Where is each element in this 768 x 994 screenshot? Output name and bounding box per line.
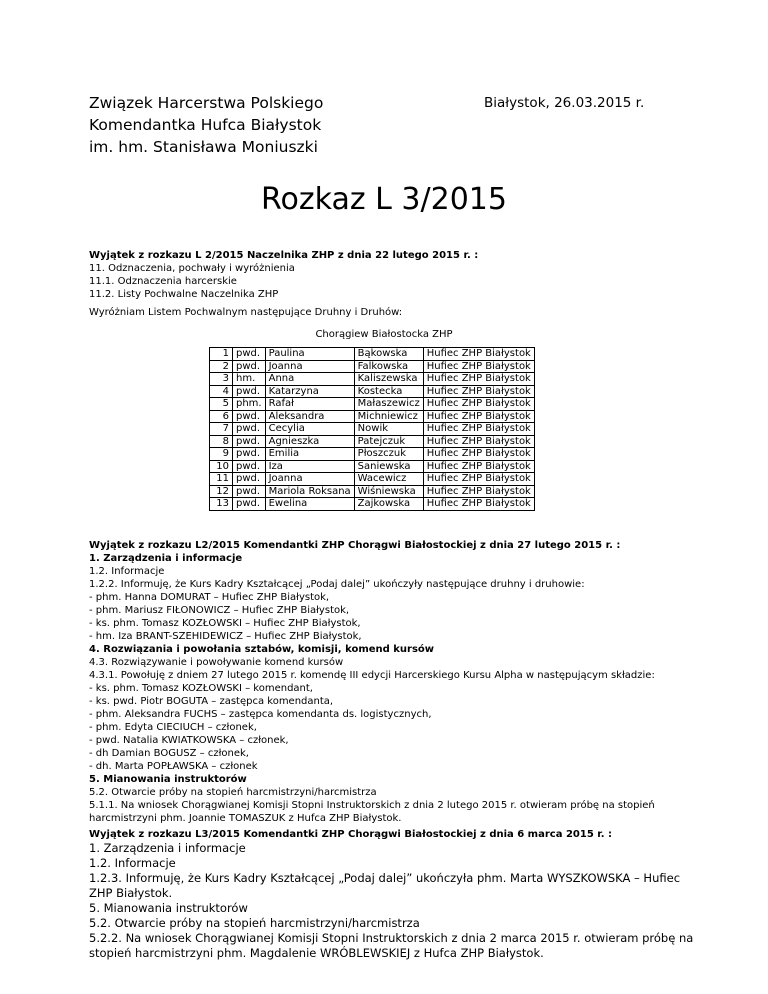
section-2-line: - dh Damian BOGUSZ – członek, bbox=[89, 748, 249, 759]
section-3-subheading: 1. Zarządzenia i informacje bbox=[89, 841, 246, 855]
last-name: Zajkowska bbox=[354, 498, 423, 511]
unit: Hufiec ZHP Białystok bbox=[423, 498, 534, 511]
section-1-heading: Wyjątek z rozkazu L 2/2015 Naczelnika ZHP z dnia 22 lutego 2015 r. : bbox=[89, 250, 479, 261]
table-row bbox=[210, 398, 535, 411]
rank: pwd. bbox=[233, 410, 266, 423]
section-2-subheading: 1. Zarządzenia i informacje bbox=[89, 553, 243, 564]
rank: pwd. bbox=[233, 448, 266, 461]
org-unit: Komendantka Hufca Białystok bbox=[89, 116, 322, 134]
section-2-line: - ks. phm. Tomasz KOZŁOWSKI – komendant, bbox=[89, 683, 313, 694]
row-number: 10 bbox=[210, 460, 233, 473]
last-name: Kostecka bbox=[354, 385, 423, 398]
first-name: Rafał bbox=[265, 398, 354, 411]
table-caption: Chorągiew Białostocka ZHP bbox=[315, 329, 453, 340]
section-1-line: 11.2. Listy Pochwalne Naczelnika ZHP bbox=[89, 289, 279, 300]
page-title: Rozkaz L 3/2015 bbox=[261, 182, 507, 217]
unit: Hufiec ZHP Białystok bbox=[423, 348, 534, 361]
table-row bbox=[210, 435, 535, 448]
first-name: Joanna bbox=[265, 360, 354, 373]
section-2-line: - pwd. Natalia KWIATKOWSKA – członek, bbox=[89, 735, 289, 746]
table-row bbox=[210, 410, 535, 423]
last-name: Płoszczuk bbox=[354, 448, 423, 461]
section-1-award-intro: Wyróżniam Listem Pochwalnym następujące Druhny i Druhów: bbox=[89, 307, 403, 318]
last-name: Wacewicz bbox=[354, 473, 423, 486]
awards-table bbox=[209, 347, 535, 511]
first-name: Cecylia bbox=[265, 423, 354, 436]
row-number: 13 bbox=[210, 498, 233, 511]
last-name: Patejczuk bbox=[354, 435, 423, 448]
section-2-line: - hm. Iza BRANT-SZEHIDEWICZ – Hufiec ZHP Białystok, bbox=[89, 631, 362, 642]
rank: hm. bbox=[233, 373, 266, 386]
section-2-line: - ks. phm. Tomasz KOZŁOWSKI – Hufiec ZHP Białystok, bbox=[89, 618, 361, 629]
section-2-line: 4.3. Rozwiązywanie i powoływanie komend kursów bbox=[89, 657, 344, 668]
rank: pwd. bbox=[233, 348, 266, 361]
table-row bbox=[210, 498, 535, 511]
last-name: Wiśniewska bbox=[354, 485, 423, 498]
table-row bbox=[210, 423, 535, 436]
last-name: Kaliszewska bbox=[354, 373, 423, 386]
section-2-line: 4.3.1. Powołuję z dniem 27 lutego 2015 r. komendę III edycji Harcerskiego Kursu Alpha w następującym składzie: bbox=[89, 670, 655, 681]
section-2-line: 5.1.1. Na wniosek Chorągwianej Komisji Stopni Instruktorskich z dnia 2 lutego 2015 r. otwieram próbę na stopień bbox=[89, 800, 655, 811]
section-1-line: 11.1. Odznaczenia harcerskie bbox=[89, 276, 237, 287]
section-2-line: 1.2.2. Informuję, że Kurs Kadry Kształcącej „Podaj dalej” ukończyły następujące druhny i druhowie: bbox=[89, 579, 585, 590]
table-row bbox=[210, 348, 535, 361]
rank: pwd. bbox=[233, 423, 266, 436]
table-row bbox=[210, 473, 535, 486]
row-number: 12 bbox=[210, 485, 233, 498]
row-number: 8 bbox=[210, 435, 233, 448]
row-number: 5 bbox=[210, 398, 233, 411]
unit: Hufiec ZHP Białystok bbox=[423, 398, 534, 411]
row-number: 2 bbox=[210, 360, 233, 373]
section-3-line: 5.2.2. Na wniosek Chorągwianej Komisji Stopni Instruktorskich z dnia 2 marca 2015 r. otwieram próbę na stopień harcmistrzyni phm. Magdalenie WRÓBLEWSKIEJ z Hufca ZHP Białystok. bbox=[89, 931, 694, 960]
unit: Hufiec ZHP Białystok bbox=[423, 473, 534, 486]
org-name: Związek Harcerstwa Polskiego bbox=[89, 94, 324, 112]
table-row bbox=[210, 460, 535, 473]
row-number: 4 bbox=[210, 385, 233, 398]
rank: pwd. bbox=[233, 485, 266, 498]
table-row bbox=[210, 373, 535, 386]
rank: pwd. bbox=[233, 385, 266, 398]
table-row bbox=[210, 448, 535, 461]
row-number: 7 bbox=[210, 423, 233, 436]
unit: Hufiec ZHP Białystok bbox=[423, 460, 534, 473]
section-2-line: 1.2. Informacje bbox=[89, 566, 165, 577]
section-3-line: 1.2.3. Informuję, że Kurs Kadry Kształcącej „Podaj dalej” ukończyła phm. Marta WYSZKOWSKA – Hufiec ZHP Białystok. bbox=[89, 871, 681, 900]
section-1-intro bbox=[89, 249, 699, 301]
section-2-line: - phm. Aleksandra FUCHS – zastępca komendanta ds. logistycznych, bbox=[89, 709, 432, 720]
section-3 bbox=[89, 828, 699, 961]
first-name: Mariola Roksana bbox=[265, 485, 354, 498]
section-3-subheading: 5. Mianowania instruktorów bbox=[89, 901, 248, 915]
table-row bbox=[210, 385, 535, 398]
rank: pwd. bbox=[233, 498, 266, 511]
rank: pwd. bbox=[233, 460, 266, 473]
section-1-line: 11. Odznaczenia, pochwały i wyróżnienia bbox=[89, 263, 295, 274]
last-name: Bąkowska bbox=[354, 348, 423, 361]
row-number: 9 bbox=[210, 448, 233, 461]
section-2-line: - dh. Marta POPŁAWSKA – członek bbox=[89, 761, 258, 772]
first-name: Agnieszka bbox=[265, 435, 354, 448]
row-number: 3 bbox=[210, 373, 233, 386]
section-2-line: - phm. Hanna DOMURAT – Hufiec ZHP Białystok, bbox=[89, 592, 330, 603]
unit: Hufiec ZHP Białystok bbox=[423, 448, 534, 461]
section-2-line: harcmistrzyni phm. Joannie TOMASZUK z Hufca ZHP Białystok. bbox=[89, 813, 402, 824]
first-name: Ewelina bbox=[265, 498, 354, 511]
last-name: Falkowska bbox=[354, 360, 423, 373]
unit: Hufiec ZHP Białystok bbox=[423, 360, 534, 373]
unit: Hufiec ZHP Białystok bbox=[423, 373, 534, 386]
rank: phm. bbox=[233, 398, 266, 411]
rank: pwd. bbox=[233, 435, 266, 448]
section-2-line: - ks. pwd. Piotr BOGUTA – zastępca komendanta, bbox=[89, 696, 334, 707]
section-2-line: - phm. Mariusz FIŁONOWICZ – Hufiec ZHP Białystok, bbox=[89, 605, 350, 616]
section-2-subheading: 4. Rozwiązania i powołania sztabów, komisji, komend kursów bbox=[89, 644, 435, 655]
unit: Hufiec ZHP Białystok bbox=[423, 410, 534, 423]
section-3-line: 5.2. Otwarcie próby na stopień harcmistrzyni/harcmistrza bbox=[89, 916, 420, 930]
row-number: 6 bbox=[210, 410, 233, 423]
table-row bbox=[210, 485, 535, 498]
first-name: Emilia bbox=[265, 448, 354, 461]
first-name: Anna bbox=[265, 373, 354, 386]
document-date: Białystok, 26.03.2015 r. bbox=[484, 95, 645, 111]
section-2-line: - phm. Edyta CIECIUCH – członek, bbox=[89, 722, 257, 733]
rank: pwd. bbox=[233, 360, 266, 373]
section-2-subheading: 5. Mianowania instruktorów bbox=[89, 774, 247, 785]
rank: pwd. bbox=[233, 473, 266, 486]
unit: Hufiec ZHP Białystok bbox=[423, 423, 534, 436]
first-name: Joanna bbox=[265, 473, 354, 486]
first-name: Iza bbox=[265, 460, 354, 473]
row-number: 11 bbox=[210, 473, 233, 486]
section-2 bbox=[89, 539, 699, 825]
last-name: Małaszewicz bbox=[354, 398, 423, 411]
first-name: Katarzyna bbox=[265, 385, 354, 398]
unit: Hufiec ZHP Białystok bbox=[423, 435, 534, 448]
unit: Hufiec ZHP Białystok bbox=[423, 485, 534, 498]
section-2-heading: Wyjątek z rozkazu L2/2015 Komendantki ZHP Chorągwi Białostockiej z dnia 27 lutego 2015 r. : bbox=[89, 540, 621, 551]
row-number: 1 bbox=[210, 348, 233, 361]
unit: Hufiec ZHP Białystok bbox=[423, 385, 534, 398]
organization-header bbox=[89, 92, 323, 158]
first-name: Aleksandra bbox=[265, 410, 354, 423]
last-name: Saniewska bbox=[354, 460, 423, 473]
last-name: Nowik bbox=[354, 423, 423, 436]
table-row bbox=[210, 360, 535, 373]
section-3-heading: Wyjątek z rozkazu L3/2015 Komendantki ZHP Chorągwi Białostockiej z dnia 6 marca 2015 r. : bbox=[89, 829, 613, 840]
section-3-line: 1.2. Informacje bbox=[89, 856, 176, 870]
last-name: Michniewicz bbox=[354, 410, 423, 423]
org-patron: im. hm. Stanisława Moniuszki bbox=[89, 138, 318, 156]
first-name: Paulina bbox=[265, 348, 354, 361]
section-2-line: 5.2. Otwarcie próby na stopień harcmistrzyni/harcmistrza bbox=[89, 787, 377, 798]
